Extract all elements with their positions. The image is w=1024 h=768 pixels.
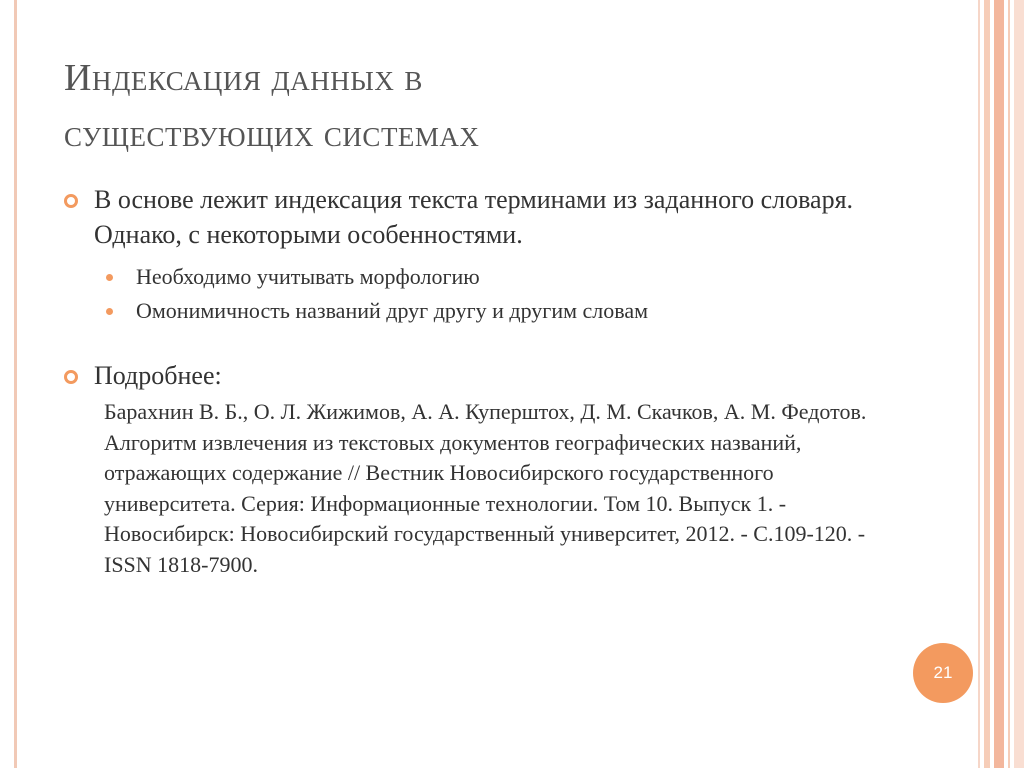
slide-title: [64, 50, 944, 162]
bullet-list: [64, 182, 944, 580]
ring-bullet-icon: [64, 194, 78, 208]
left-border-line: [14, 0, 17, 768]
bullet-text: В основе лежит индексация текста терминами из заданного словаря. Однако, с некоторыми особенностями.: [94, 185, 854, 249]
reference-citation: Барахнин В. Б., О. Л. Жижимов, А. А. Куперштох, Д. М. Скачков, А. М. Федотов. Алгоритм извлечения из текстовых документов географических названий, отражающих содержание // Вестник Новосибирского государственного университета. Серия: Информационные технологии. Том 10. Выпуск 1. - Новосибирск: Новосибирский государственный университет, 2012. - С.109-120. - ISSN 1818-7900.: [104, 399, 867, 577]
right-decor-stripe: [1008, 0, 1010, 768]
dot-bullet-icon: [106, 274, 113, 281]
page-number: 21: [933, 663, 953, 682]
sub-bullet-item: [64, 260, 944, 294]
sub-bullet-list: [64, 260, 944, 328]
right-decor-stripe: [1014, 0, 1024, 768]
sub-bullet-text: Омонимичность названий друг другу и другим словам: [136, 298, 649, 323]
right-decor-stripe: [984, 0, 990, 768]
right-decor-stripe: [978, 0, 980, 768]
ring-bullet-icon: [64, 370, 78, 384]
slide-title-line: существующих системах: [64, 113, 480, 155]
dot-bullet-icon: [106, 308, 113, 315]
page-number-badge: [913, 643, 973, 703]
slide-title-line: Индексация данных в: [64, 57, 423, 99]
spacer: [64, 328, 944, 358]
sub-bullet-text: Необходимо учитывать морфологию: [136, 264, 480, 289]
bullet-item: [64, 358, 944, 393]
sub-bullet-item: [64, 294, 944, 328]
bullet-text: Подробнее:: [94, 361, 222, 390]
right-decor-stripe: [994, 0, 1004, 768]
bullet-item: [64, 182, 944, 252]
